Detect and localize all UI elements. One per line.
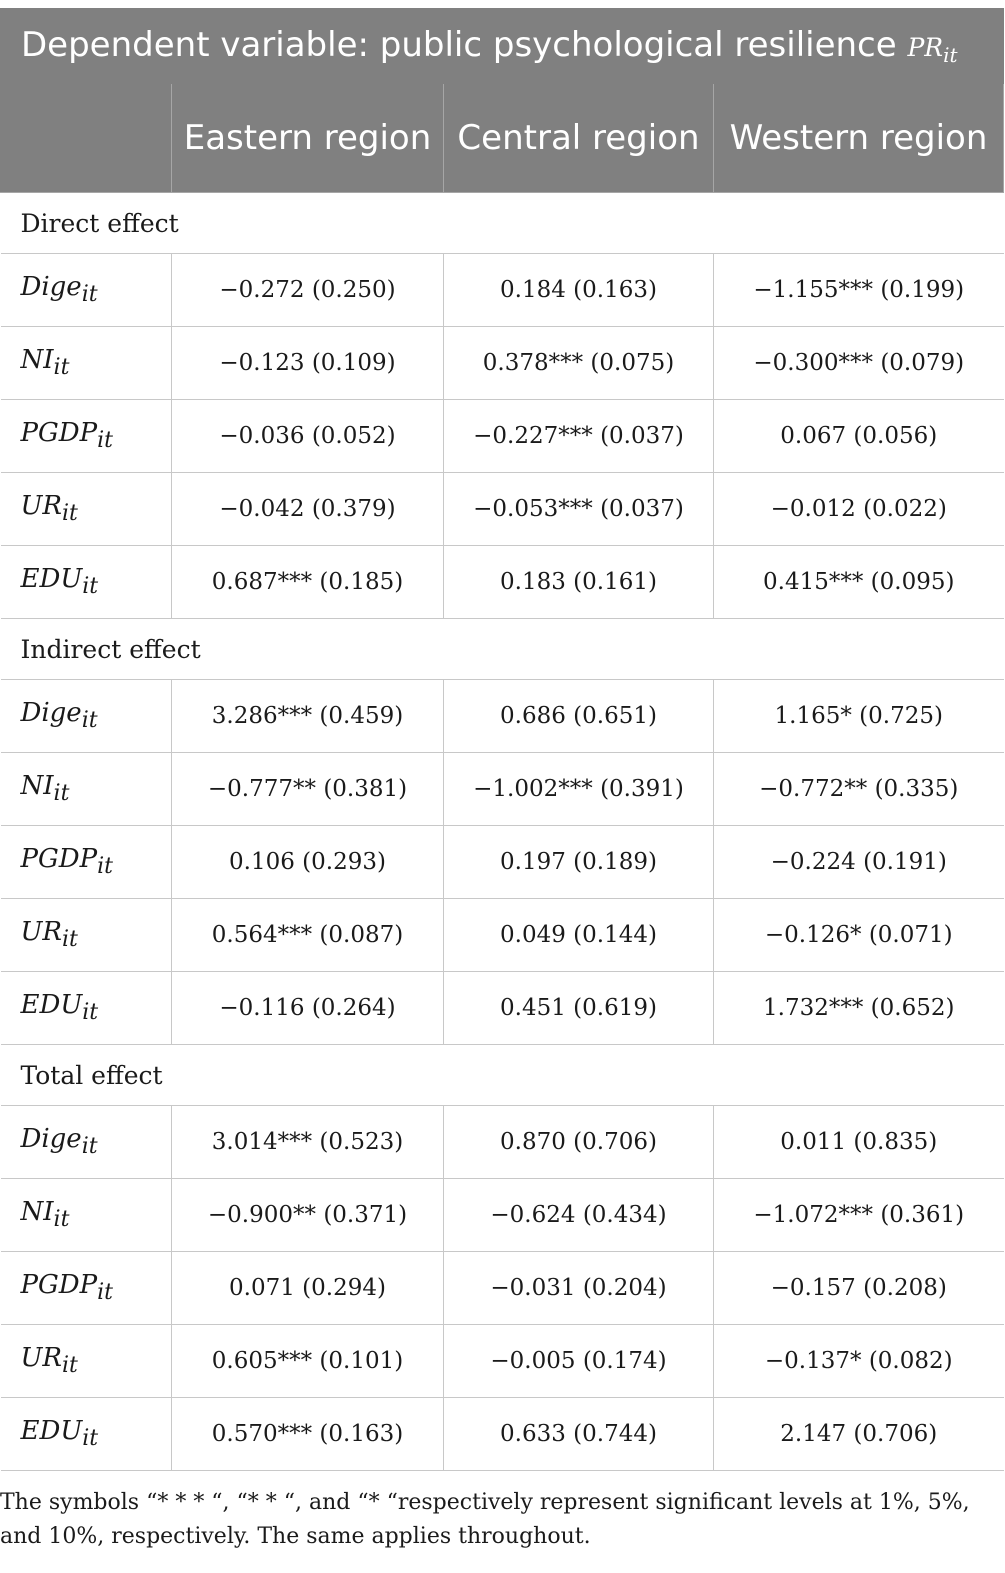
table-row <box>1 1398 1004 1471</box>
title-text: Dependent variable: public psychological resilience <box>21 25 897 65</box>
table-cell: −0.012 (0.022) <box>714 473 1004 546</box>
results-table-container <box>0 8 1003 1471</box>
section-label: Indirect effect <box>1 619 1004 680</box>
table-row <box>1 1252 1004 1325</box>
table-cell: −0.123 (0.109) <box>172 327 444 400</box>
table-cell: 0.106 (0.293) <box>172 826 444 899</box>
table-row <box>1 826 1004 899</box>
table-row <box>1 1179 1004 1252</box>
table-row <box>1 680 1004 753</box>
table-cell: 3.286*** (0.459) <box>172 680 444 753</box>
table-row <box>1 899 1004 972</box>
table-cell: 3.014*** (0.523) <box>172 1106 444 1179</box>
table-cell: 0.605*** (0.101) <box>172 1325 444 1398</box>
variable-label: $UR_{it}$ <box>1 899 172 972</box>
table-cell: −0.031 (0.204) <box>444 1252 714 1325</box>
table-cell: −1.155*** (0.199) <box>714 254 1004 327</box>
table-cell: 0.067 (0.056) <box>714 400 1004 473</box>
table-cell: 0.633 (0.744) <box>444 1398 714 1471</box>
table-cell: −0.772** (0.335) <box>714 753 1004 826</box>
table-cell: −0.137* (0.082) <box>714 1325 1004 1398</box>
table-row <box>1 1106 1004 1179</box>
table-cell: −0.272 (0.250) <box>172 254 444 327</box>
section-label: Direct effect <box>1 193 1004 254</box>
table-cell: −0.900** (0.371) <box>172 1179 444 1252</box>
table-cell: 0.183 (0.161) <box>444 546 714 619</box>
table-cell: −0.224 (0.191) <box>714 826 1004 899</box>
column-header-western: Western region <box>714 84 1004 193</box>
variable-label: $NI_{it}$ <box>1 327 172 400</box>
variable-label: $EDU_{it}$ <box>1 972 172 1045</box>
section-row <box>1 1045 1004 1106</box>
table-cell: 0.687*** (0.185) <box>172 546 444 619</box>
column-header-central: Central region <box>444 84 714 193</box>
column-header-eastern: Eastern region <box>172 84 444 193</box>
table-row <box>1 546 1004 619</box>
table-cell: −0.126* (0.071) <box>714 899 1004 972</box>
variable-label: $PGDP_{it}$ <box>1 400 172 473</box>
table-title <box>1 9 1004 84</box>
table-row <box>1 400 1004 473</box>
variable-label: Dige$_{it}$ <box>1 1106 172 1179</box>
variable-label: $NI_{it}$ <box>1 1179 172 1252</box>
column-header-row <box>1 84 1004 193</box>
table-footnote: The symbols “* * * “, “* * “, and “* “respectively represent significant levels at 1%, 5%, and 10%, respectively. The same applies throughout. <box>0 1490 970 1549</box>
table-row <box>1 473 1004 546</box>
table-cell: −0.116 (0.264) <box>172 972 444 1045</box>
table-cell: −0.777** (0.381) <box>172 753 444 826</box>
section-label: Total effect <box>1 1045 1004 1106</box>
table-cell: 0.049 (0.144) <box>444 899 714 972</box>
table-cell: 1.732*** (0.652) <box>714 972 1004 1045</box>
table-cell: 0.197 (0.189) <box>444 826 714 899</box>
variable-label: $PGDP_{it}$ <box>1 1252 172 1325</box>
table-cell: −0.300*** (0.079) <box>714 327 1004 400</box>
table-cell: −0.624 (0.434) <box>444 1179 714 1252</box>
table-cell: 0.570*** (0.163) <box>172 1398 444 1471</box>
table-cell: −1.002*** (0.391) <box>444 753 714 826</box>
table-row <box>1 753 1004 826</box>
table-cell: −0.036 (0.052) <box>172 400 444 473</box>
corner-cell <box>1 84 172 193</box>
table-cell: −0.157 (0.208) <box>714 1252 1004 1325</box>
table-cell: −0.053*** (0.037) <box>444 473 714 546</box>
table-cell: 0.184 (0.163) <box>444 254 714 327</box>
regional-effects-table <box>0 8 1004 1471</box>
table-title-row <box>1 9 1004 84</box>
variable-label: $EDU_{it}$ <box>1 1398 172 1471</box>
variable-label: $EDU_{it}$ <box>1 546 172 619</box>
variable-label: $UR_{it}$ <box>1 473 172 546</box>
table-cell: 0.415*** (0.095) <box>714 546 1004 619</box>
table-body <box>1 193 1004 1471</box>
table-cell: 0.686 (0.651) <box>444 680 714 753</box>
table-cell: 0.564*** (0.087) <box>172 899 444 972</box>
variable-label: Dige$_{it}$ <box>1 254 172 327</box>
table-row <box>1 1325 1004 1398</box>
table-cell: −0.042 (0.379) <box>172 473 444 546</box>
section-row <box>1 619 1004 680</box>
variable-label: Dige$_{it}$ <box>1 680 172 753</box>
table-cell: 1.165* (0.725) <box>714 680 1004 753</box>
table-row <box>1 254 1004 327</box>
table-cell: 0.378*** (0.075) <box>444 327 714 400</box>
variable-label: $UR_{it}$ <box>1 1325 172 1398</box>
table-cell: −1.072*** (0.361) <box>714 1179 1004 1252</box>
table-cell: −0.005 (0.174) <box>444 1325 714 1398</box>
table-cell: 0.870 (0.706) <box>444 1106 714 1179</box>
variable-label: $NI_{it}$ <box>1 753 172 826</box>
table-cell: 0.071 (0.294) <box>172 1252 444 1325</box>
variable-label: $PGDP_{it}$ <box>1 826 172 899</box>
table-cell: −0.227*** (0.037) <box>444 400 714 473</box>
title-symbol: $PR_{it}$ <box>907 33 958 67</box>
table-cell: 2.147 (0.706) <box>714 1398 1004 1471</box>
table-row <box>1 327 1004 400</box>
section-row <box>1 193 1004 254</box>
table-row <box>1 972 1004 1045</box>
table-cell: 0.011 (0.835) <box>714 1106 1004 1179</box>
table-cell: 0.451 (0.619) <box>444 972 714 1045</box>
